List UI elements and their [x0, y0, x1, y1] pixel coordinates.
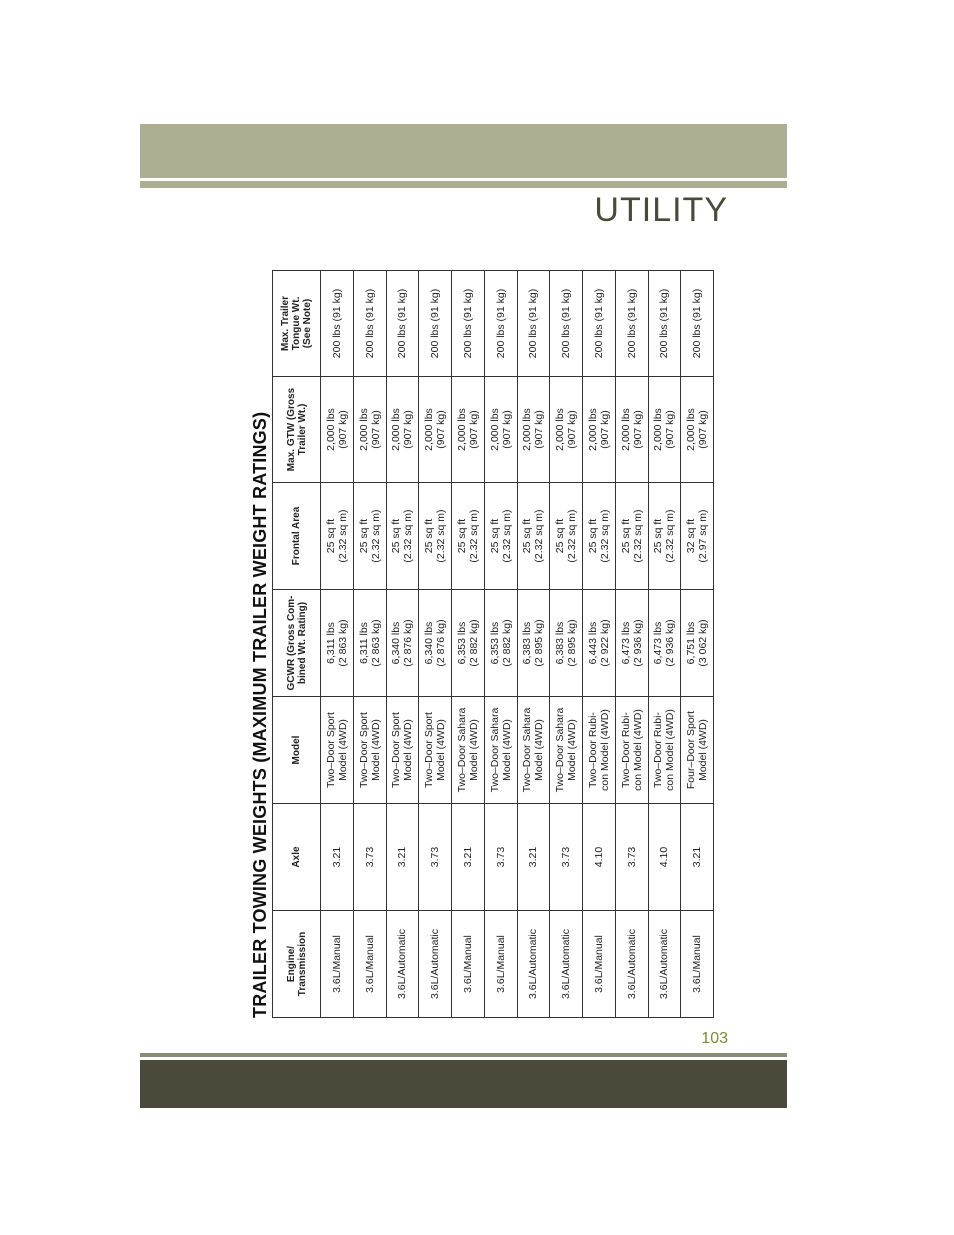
model-cell-line: Model (4WD): [566, 719, 579, 781]
gtw-cell-line: 2,000 lbs: [554, 408, 567, 451]
gcwr-cell: [484, 590, 517, 697]
frontal-area-cell-line: 25 sq ft: [324, 518, 337, 554]
model-cell-line: Two–Door Sport: [324, 712, 337, 788]
frontal-area-cell-line: (2.32 sq m): [467, 509, 480, 563]
gcwr-cell-line: 6,311 lbs: [324, 622, 337, 664]
table-row: [386, 271, 419, 1018]
gcwr-cell-line: 6,473 lbs: [619, 621, 632, 665]
engine-cell: 3.6L/Automatic: [386, 911, 419, 1018]
towing-weights-table: [272, 270, 714, 1018]
gtw-cell-line: 2,000 lbs: [652, 408, 665, 451]
model-cell-line: Two–Door Sahara: [521, 707, 534, 793]
model-cell-line: Model (4WD): [369, 719, 382, 781]
column-header-line: Max. GTW (Gross: [285, 387, 297, 472]
table-header-row: [273, 271, 321, 1018]
frontal-area-cell-line: (2.32 sq m): [664, 509, 677, 563]
column-header-line: Trailer Wt.): [296, 403, 308, 456]
footer-band: [140, 1060, 787, 1108]
gtw-cell: [681, 377, 714, 483]
tongue-weight-cell: 200 lbs (91 kg): [681, 271, 714, 377]
gtw-cell-line: (907 kg): [369, 410, 382, 449]
gtw-cell: [321, 377, 354, 483]
frontal-area-cell-line: 25 sq ft: [455, 518, 468, 554]
frontal-area-cell-line: 32 sq ft: [685, 518, 698, 554]
model-cell-line: Model (4WD): [500, 719, 513, 781]
column-header-line: GCWR (Gross Com-: [285, 595, 297, 691]
axle-cell: 3.21: [517, 804, 550, 911]
gtw-cell-line: (907 kg): [500, 410, 513, 449]
gcwr-cell-line: (2 922 kg): [598, 619, 611, 667]
model-cell-line: Model (4WD): [402, 719, 415, 781]
frontal-area-cell-line: (2.32 sq m): [533, 509, 546, 563]
gcwr-cell: [648, 590, 681, 697]
model-cell-line: Model (4WD): [533, 719, 546, 781]
engine-cell: 3.6L/Automatic: [648, 911, 681, 1018]
column-header: [273, 271, 321, 377]
frontal-area-cell: [583, 483, 616, 590]
column-header: [273, 590, 321, 697]
frontal-area-cell-line: 25 sq ft: [652, 518, 665, 554]
gtw-cell-line: (907 kg): [336, 410, 349, 449]
engine-cell: 3.6L/Automatic: [419, 911, 452, 1018]
engine-cell: 3.6L/Manual: [583, 911, 616, 1018]
gtw-cell: [419, 377, 452, 483]
gtw-cell-line: 2,000 lbs: [685, 408, 698, 451]
tongue-weight-cell: 200 lbs (91 kg): [452, 271, 485, 377]
gcwr-cell-line: (3 062 kg): [697, 619, 710, 667]
axle-cell: 3.73: [484, 804, 517, 911]
gtw-cell-line: 2,000 lbs: [390, 408, 403, 451]
gcwr-cell: [353, 590, 386, 697]
gcwr-cell: [321, 590, 354, 697]
frontal-area-cell: [681, 483, 714, 590]
model-cell: [452, 697, 485, 804]
gtw-cell-line: (907 kg): [697, 410, 710, 449]
gcwr-cell-line: (2 863 kg): [369, 619, 382, 667]
gcwr-cell-line: 6,473 lbs: [652, 621, 665, 665]
model-cell-line: con Model (4WD): [598, 709, 611, 791]
model-cell-line: Model (4WD): [336, 719, 349, 781]
axle-cell: 3.21: [452, 804, 485, 911]
frontal-area-cell-line: 25 sq ft: [488, 518, 501, 554]
axle-cell: 3.73: [419, 804, 452, 911]
gtw-cell: [353, 377, 386, 483]
table-body: [321, 271, 714, 1018]
gtw-cell-line: 2,000 lbs: [586, 408, 599, 451]
tongue-weight-cell: 200 lbs (91 kg): [648, 271, 681, 377]
frontal-area-cell: [615, 483, 648, 590]
model-cell: [583, 697, 616, 804]
table-row: [353, 271, 386, 1018]
frontal-area-cell-line: 25 sq ft: [357, 518, 370, 554]
gtw-cell-line: (907 kg): [631, 410, 644, 449]
model-cell: [484, 697, 517, 804]
table-row: [452, 271, 485, 1018]
frontal-area-cell: [550, 483, 583, 590]
frontal-area-cell-line: 25 sq ft: [390, 518, 403, 554]
model-cell: [321, 697, 354, 804]
model-cell: [353, 697, 386, 804]
gtw-cell: [517, 377, 550, 483]
column-header-line: Axle: [291, 846, 302, 868]
gcwr-cell: [583, 590, 616, 697]
gtw-cell-line: (907 kg): [566, 410, 579, 449]
gcwr-cell: [681, 590, 714, 697]
gcwr-cell-line: (2 936 kg): [664, 619, 677, 667]
gcwr-cell: [386, 590, 419, 697]
gcwr-cell-line: (2 895 kg): [566, 619, 579, 667]
axle-cell: 3.73: [353, 804, 386, 911]
gcwr-cell-line: 6,353 lbs: [488, 621, 501, 665]
gtw-cell: [484, 377, 517, 483]
column-header: [273, 911, 321, 1018]
engine-cell: 3.6L/Automatic: [615, 911, 648, 1018]
table-row: [484, 271, 517, 1018]
axle-cell: 3.21: [681, 804, 714, 911]
frontal-area-cell: [648, 483, 681, 590]
model-cell: [615, 697, 648, 804]
tongue-weight-cell: 200 lbs (91 kg): [419, 271, 452, 377]
table-row: [550, 271, 583, 1018]
column-header: [273, 804, 321, 911]
rotated-table-region: [247, 271, 714, 1018]
gcwr-cell-line: 6,751 lbs: [685, 621, 698, 665]
model-cell-line: Two–Door Rubi-: [619, 712, 632, 788]
engine-cell: 3.6L/Manual: [452, 911, 485, 1018]
frontal-area-cell-line: 25 sq ft: [423, 518, 436, 554]
header-rule: [140, 181, 787, 188]
gtw-cell-line: (907 kg): [402, 410, 415, 449]
column-header: [273, 483, 321, 590]
footer-rule: [140, 1053, 787, 1057]
engine-cell: 3.6L/Automatic: [517, 911, 550, 1018]
model-cell: [419, 697, 452, 804]
gcwr-cell-line: 6,353 lbs: [455, 621, 468, 665]
model-cell-line: Two–Door Sport: [390, 712, 403, 788]
model-cell-line: Four–Door Sport: [685, 710, 698, 790]
engine-cell: 3.6L/Manual: [321, 911, 354, 1018]
column-header: [273, 377, 321, 483]
frontal-area-cell: [517, 483, 550, 590]
header-band: [140, 124, 787, 178]
model-cell-line: Model (4WD): [435, 719, 448, 781]
model-cell: [550, 697, 583, 804]
gcwr-cell-line: (2 882 kg): [500, 619, 513, 667]
gtw-cell: [452, 377, 485, 483]
axle-cell: 3.73: [615, 804, 648, 911]
gcwr-cell-line: 6,340 lbs: [423, 621, 436, 665]
gtw-cell-line: (907 kg): [664, 410, 677, 449]
engine-cell: 3.6L/Manual: [353, 911, 386, 1018]
tongue-weight-cell: 200 lbs (91 kg): [615, 271, 648, 377]
column-header-line: Max. Trailer: [280, 295, 291, 352]
gcwr-cell-line: 6,383 lbs: [554, 621, 567, 665]
table-row: [517, 271, 550, 1018]
gcwr-cell-line: (2 876 kg): [402, 619, 415, 667]
model-cell: [648, 697, 681, 804]
gtw-cell-line: (907 kg): [598, 410, 611, 449]
table-row: [419, 271, 452, 1018]
frontal-area-cell-line: 25 sq ft: [619, 518, 632, 554]
axle-cell: 3.21: [321, 804, 354, 911]
gtw-cell-line: 2,000 lbs: [423, 408, 436, 451]
gcwr-cell: [452, 590, 485, 697]
tongue-weight-cell: 200 lbs (91 kg): [550, 271, 583, 377]
tongue-weight-cell: 200 lbs (91 kg): [353, 271, 386, 377]
gtw-cell-line: (907 kg): [467, 410, 480, 449]
tongue-weight-cell: 200 lbs (91 kg): [484, 271, 517, 377]
table-title: TRAILER TOWING WEIGHTS (MAXIMUM TRAILER WEIGHT RATINGS): [250, 411, 270, 1018]
gtw-cell: [386, 377, 419, 483]
axle-cell: 4.10: [583, 804, 616, 911]
model-cell-line: Model (4WD): [467, 719, 480, 781]
page-number: 103: [701, 1030, 728, 1047]
gtw-cell-line: 2,000 lbs: [455, 408, 468, 451]
frontal-area-cell-line: (2.32 sq m): [402, 509, 415, 563]
frontal-area-cell-line: (2.32 sq m): [631, 509, 644, 563]
table-row: [615, 271, 648, 1018]
frontal-area-cell: [419, 483, 452, 590]
gcwr-cell-line: 6,443 lbs: [586, 621, 599, 665]
frontal-area-cell-line: (2.32 sq m): [598, 509, 611, 563]
model-cell-line: con Model (4WD): [664, 709, 677, 791]
frontal-area-cell-line: 25 sq ft: [586, 518, 599, 554]
frontal-area-cell-line: 25 sq ft: [521, 518, 534, 554]
gcwr-cell: [419, 590, 452, 697]
model-cell-line: con Model (4WD): [631, 709, 644, 791]
tongue-weight-cell: 200 lbs (91 kg): [583, 271, 616, 377]
tongue-weight-cell: 200 lbs (91 kg): [386, 271, 419, 377]
frontal-area-cell-line: 25 sq ft: [554, 518, 567, 554]
column-header-line: (See Note): [302, 298, 313, 349]
engine-cell: 3.6L/Manual: [484, 911, 517, 1018]
gtw-cell-line: (907 kg): [435, 410, 448, 449]
gtw-cell-line: 2,000 lbs: [357, 408, 370, 451]
model-cell-line: Two–Door Sahara: [455, 707, 468, 793]
gtw-cell-line: 2,000 lbs: [619, 408, 632, 451]
model-cell-line: Two–Door Sahara: [488, 707, 501, 793]
model-cell-line: Two–Door Sport: [357, 712, 370, 788]
column-header-line: Model: [291, 735, 302, 765]
table-row: [583, 271, 616, 1018]
frontal-area-cell: [321, 483, 354, 590]
gcwr-cell-line: (2 895 kg): [533, 619, 546, 667]
frontal-area-cell: [452, 483, 485, 590]
gtw-cell-line: 2,000 lbs: [521, 408, 534, 451]
engine-cell: 3.6L/Manual: [681, 911, 714, 1018]
gcwr-cell-line: 6,340 lbs: [390, 621, 403, 665]
frontal-area-cell-line: (2.32 sq m): [336, 509, 349, 563]
column-header: [273, 697, 321, 804]
column-header-line: Transmission: [296, 931, 308, 997]
model-cell: [517, 697, 550, 804]
table-row: [321, 271, 354, 1018]
gtw-cell: [583, 377, 616, 483]
gcwr-cell-line: (2 882 kg): [467, 619, 480, 667]
model-cell-line: Model (4WD): [697, 719, 710, 781]
column-header-line: bined Wt. Rating): [296, 601, 308, 685]
model-cell-line: Two–Door Sport: [423, 712, 436, 788]
gtw-cell: [648, 377, 681, 483]
frontal-area-cell: [386, 483, 419, 590]
table-row: [648, 271, 681, 1018]
gcwr-cell-line: 6,311 lbs: [357, 622, 370, 664]
model-cell: [681, 697, 714, 804]
axle-cell: 3.73: [550, 804, 583, 911]
gcwr-cell: [517, 590, 550, 697]
model-cell-line: Two–Door Rubi-: [586, 712, 599, 788]
section-title: UTILITY: [594, 191, 728, 229]
engine-cell: 3.6L/Automatic: [550, 911, 583, 1018]
frontal-area-cell-line: (2.97 sq m): [697, 509, 710, 563]
column-header-line: Frontal Area: [291, 506, 302, 566]
table-row: [681, 271, 714, 1018]
axle-cell: 4.10: [648, 804, 681, 911]
gtw-cell: [550, 377, 583, 483]
gcwr-cell-line: (2 863 kg): [336, 619, 349, 667]
model-cell-line: Two–Door Sahara: [554, 707, 567, 793]
gcwr-cell-line: (2 876 kg): [435, 619, 448, 667]
frontal-area-cell-line: (2.32 sq m): [500, 509, 513, 563]
column-header-line: Tongue Wt.: [291, 296, 302, 351]
gcwr-cell-line: (2 936 kg): [631, 619, 644, 667]
frontal-area-cell-line: (2.32 sq m): [435, 509, 448, 563]
gtw-cell-line: (907 kg): [533, 410, 546, 449]
frontal-area-cell: [353, 483, 386, 590]
model-cell: [386, 697, 419, 804]
model-cell-line: Two–Door Rubi-: [652, 712, 665, 788]
frontal-area-cell-line: (2.32 sq m): [566, 509, 579, 563]
axle-cell: 3.21: [386, 804, 419, 911]
tongue-weight-cell: 200 lbs (91 kg): [321, 271, 354, 377]
gcwr-cell-line: 6,383 lbs: [521, 621, 534, 665]
gcwr-cell: [615, 590, 648, 697]
gcwr-cell: [550, 590, 583, 697]
gtw-cell: [615, 377, 648, 483]
frontal-area-cell-line: (2.32 sq m): [369, 509, 382, 563]
gtw-cell-line: 2,000 lbs: [488, 408, 501, 451]
column-header-line: Engine/: [285, 945, 297, 983]
tongue-weight-cell: 200 lbs (91 kg): [517, 271, 550, 377]
frontal-area-cell: [484, 483, 517, 590]
gtw-cell-line: 2,000 lbs: [324, 408, 337, 451]
